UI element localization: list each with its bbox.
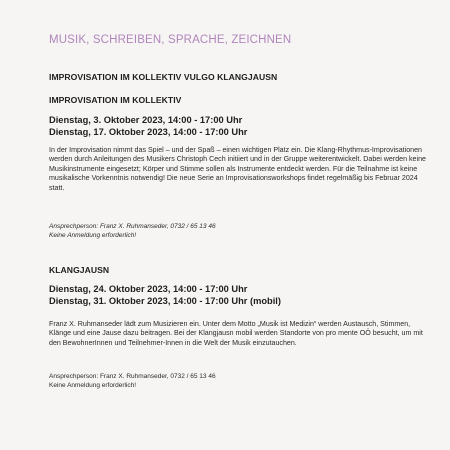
event-klangjausn-contact-block [49, 372, 428, 390]
event-date: Dienstag, 3. Oktober 2023, 14:00 - 17:00 Uhr [49, 115, 243, 125]
event-title: IMPROVISATION IM KOLLEKTIV VULGO KLANGJAUSN [49, 72, 278, 82]
event-date: Dienstag, 17. Oktober 2023, 14:00 - 17:00 Uhr [49, 127, 248, 137]
event-klangjausn-title-block [49, 265, 428, 275]
event-improvisation-dates [49, 114, 428, 138]
event-title: KLANGJAUSN [49, 265, 110, 275]
event-date: Dienstag, 31. Oktober 2023, 14:00 - 17:00 Uhr (mobil) [49, 296, 281, 306]
event-klangjausn-description: Franz X. Ruhmanseder lädt zum Musizieren ein. Unter dem Motto „Musik ist Medizin“ werden Austausch, Stimmen, Klänge und eine Jause dazu beitragen. Bei der Klangjausn mobil werden Standorte von pro mente OÖ besucht, um mit den BewohnerInnen und Teilnehmer-Innen in die Welt der Musik einzutauchen. [49, 320, 423, 347]
event-date: Dienstag, 24. Oktober 2023, 14:00 - 17:00 Uhr [49, 284, 248, 294]
event-subtitle: IMPROVISATION IM KOLLEKTIV [49, 95, 182, 105]
event-improvisation-contact-block [49, 222, 428, 240]
contact-line: Ansprechperson: Franz X. Ruhmanseder, 0732 / 65 13 46 [49, 223, 216, 230]
contact-line: Ansprechperson: Franz X. Ruhmanseder, 0732 / 65 13 46 [49, 373, 216, 380]
registration-note: Keine Anmeldung erforderlich! [49, 232, 137, 239]
event-klangjausn-dates [49, 283, 428, 307]
event-improvisation-subtitle-block [49, 95, 428, 105]
category-heading: MUSIK, SCHREIBEN, SPRACHE, ZEICHNEN [49, 34, 292, 46]
event-improvisation-title [49, 72, 428, 82]
event-improvisation-description: In der Improvisation nimmt das Spiel – und der Spaß – einen wichtigen Platz ein. Die Klang-Rhythmus-Improvisationen werden durch Anleitungen des Musikers Christoph Cech initiiert und in der Gruppe weiterentwickelt. Dabei werden keine Musikinstrumente eingesetzt; Körper und Stimme sollen als Instrumente entdeckt werden. Für die Teilnahme ist keine musikalische Vorkenntnis notwendig! Die neue Serie an Improvisationsworkshops findet regelmäßig bis Februar 2024 statt. [49, 146, 426, 192]
registration-note: Keine Anmeldung erforderlich! [49, 382, 137, 389]
